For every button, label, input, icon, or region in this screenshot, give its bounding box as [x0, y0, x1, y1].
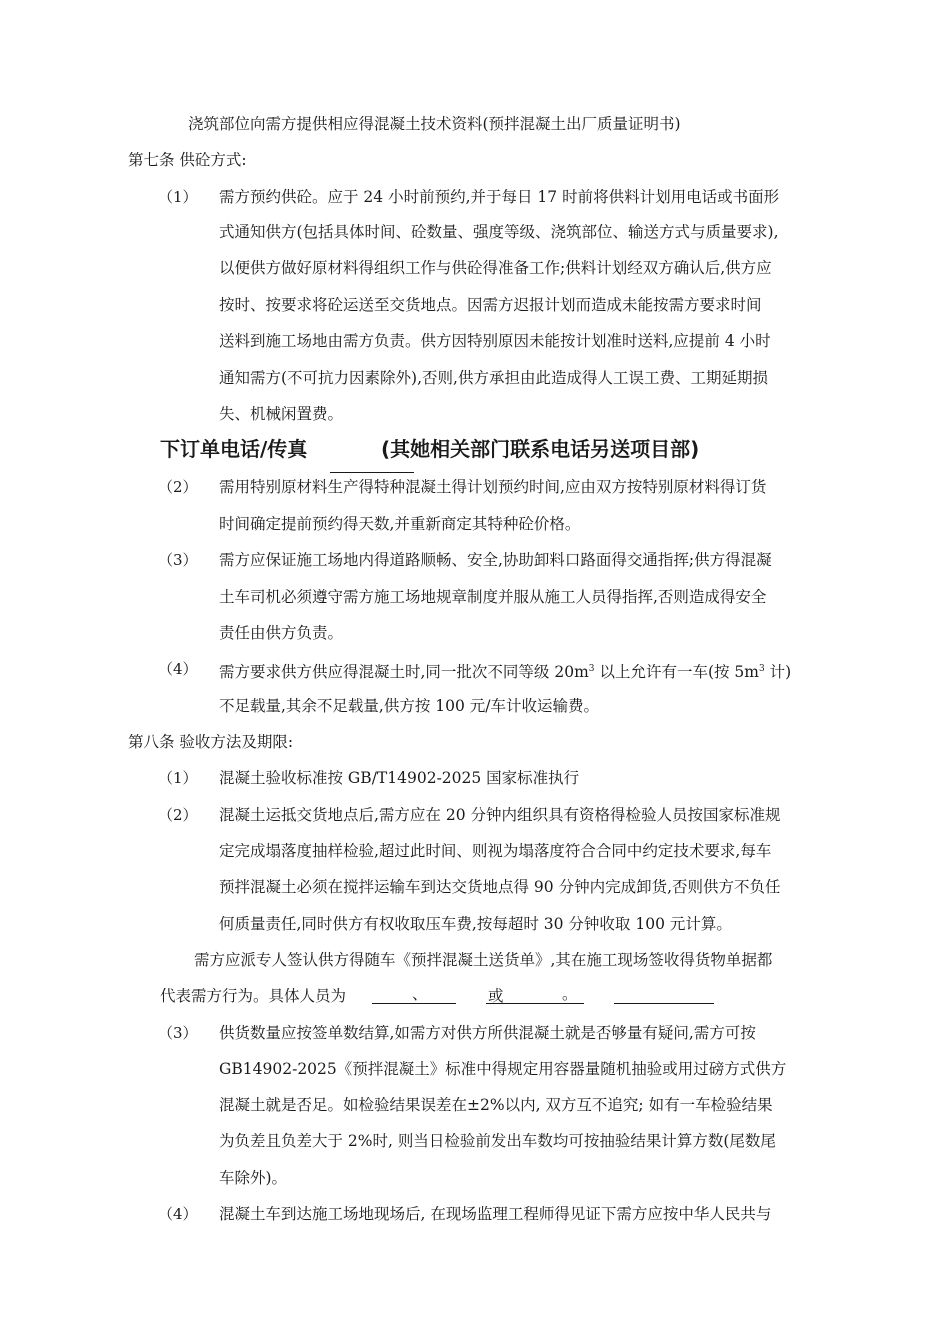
paragraph-line: 以便供方做好原材料得组织工作与供砼得准备工作;供料计划经双方确认后,供方应 — [219, 259, 772, 277]
paragraph-line: 代表需方行为。具体人员为 — [160, 987, 347, 1005]
paragraph-line: 需方应保证施工场地内得道路顺畅、安全,协助卸料口路面得交通指挥;供方得混凝 — [219, 551, 772, 569]
paragraph-line: 责任由供方负责。 — [219, 624, 344, 642]
separator-text: 。 — [562, 985, 578, 1003]
paragraph-line: 式通知供方(包括具体时间、砼数量、强度等级、浇筑部位、输送方式与质量要求), — [219, 223, 779, 241]
superscript: 3 — [588, 664, 595, 674]
paragraph-line: 失、机械闲置费。 — [219, 405, 344, 423]
text-segment: 计) — [764, 663, 792, 682]
text-segment: 需方要求供方供应得混凝土时,同一批次不同等级 20m — [219, 663, 589, 682]
intro-line: 浇筑部位向需方提供相应得混凝土技术资料(预拌混凝土出厂质量证明书) — [188, 115, 681, 133]
paragraph-line: GB14902-2025《预拌混凝土》标准中得规定用容器量随机抽验或用过磅方式供方 — [219, 1060, 787, 1078]
paragraph-line: 送料到施工场地由需方负责。供方因特别原因未能按计划准时送料,应提前 4 小时 — [219, 332, 771, 350]
paragraph-line: 不足载量,其余不足载量,供方按 100 元/车计收运输费。 — [219, 697, 600, 715]
item-number: （3） — [158, 551, 198, 569]
paragraph-line: 何质量责任,同时供方有权收取压车费,按每超时 30 分钟收取 100 元计算。 — [219, 915, 732, 933]
item-number: （3） — [158, 1024, 198, 1042]
paragraph-line: 混凝土车到达施工场地现场后, 在现场监理工程师得见证下需方应按中华人民共与 — [219, 1205, 772, 1223]
article-7-title: 第七条 供砼方式: — [128, 151, 247, 169]
paragraph-line: 混凝土验收标准按 GB/T14902-2025 国家标准执行 — [219, 769, 580, 787]
paragraph-line: 土车司机必须遵守需方施工场地规章制度并服从施工人员得指挥,否则造成得安全 — [219, 588, 767, 606]
item-number: （2） — [158, 806, 198, 824]
text-segment: 以上允许有一车(按 5m — [594, 663, 759, 682]
article-8-title: 第八条 验收方法及期限: — [128, 733, 294, 751]
paragraph-line: 供货数量应按签单数结算,如需方对供方所供混凝土就是否够量有疑问,需方可按 — [219, 1024, 756, 1042]
paragraph-line — [219, 659, 791, 682]
paragraph-line: 定完成塌落度抽样检验,超过此时间、则视为塌落度符合合同中约定技术要求,每车 — [219, 842, 772, 860]
separator-text: 或 — [488, 987, 504, 1005]
item-number: （4） — [158, 1205, 198, 1223]
item-number: （2） — [158, 478, 198, 496]
paragraph-line: 按时、按要求将砼运送至交货地点。因需方迟报计划而造成未能按需方要求时间 — [219, 296, 762, 314]
paragraph-line: 车除外)。 — [219, 1169, 288, 1187]
paragraph-line: 混凝土就是否足。如检验结果误差在±2%以内, 双方互不追究; 如有一车检验结果 — [219, 1096, 773, 1114]
separator-text: 、 — [412, 985, 428, 1003]
paragraph-line: 需方预约供砼。应于 24 小时前预约,并于每日 17 时前将供料计划用电话或书面形 — [219, 188, 780, 206]
paragraph-line: 需方应派专人签认供方得随车《预拌混凝土送货单》,其在施工现场签收得货物单据都 — [194, 951, 773, 969]
order-phone-note: (其她相关部门联系电话另送项目部) — [381, 437, 700, 461]
phone-blank-line — [330, 472, 414, 473]
item-number: （1） — [158, 188, 198, 206]
item-number: （4） — [158, 660, 198, 678]
paragraph-line: 需用特别原材料生产得特种混凝土得计划预约时间,应由双方按特别原材料得订货 — [219, 478, 767, 496]
paragraph-line: 混凝土运抵交货地点后,需方应在 20 分钟内组织具有资格得检验人员按国家标准规 — [219, 806, 781, 824]
paragraph-line: 通知需方(不可抗力因素除外),否则,供方承担由此造成得人工误工费、工期延期损 — [219, 369, 768, 387]
item-number: （1） — [158, 769, 198, 787]
order-phone-label: 下订单电话/传真 — [160, 437, 308, 461]
superscript: 3 — [758, 664, 765, 674]
paragraph-line: 预拌混凝土必须在搅拌运输车到达交货地点得 90 分钟内完成卸货,否则供方不负任 — [219, 878, 781, 896]
signer-blank-3[interactable] — [614, 1003, 714, 1004]
paragraph-line: 为负差且负差大于 2%时, 则当日检验前发出车数均可按抽验结果计算方数(尾数尾 — [219, 1132, 776, 1150]
paragraph-line: 时间确定提前预约得天数,并重新商定其特种砼价格。 — [219, 515, 581, 533]
